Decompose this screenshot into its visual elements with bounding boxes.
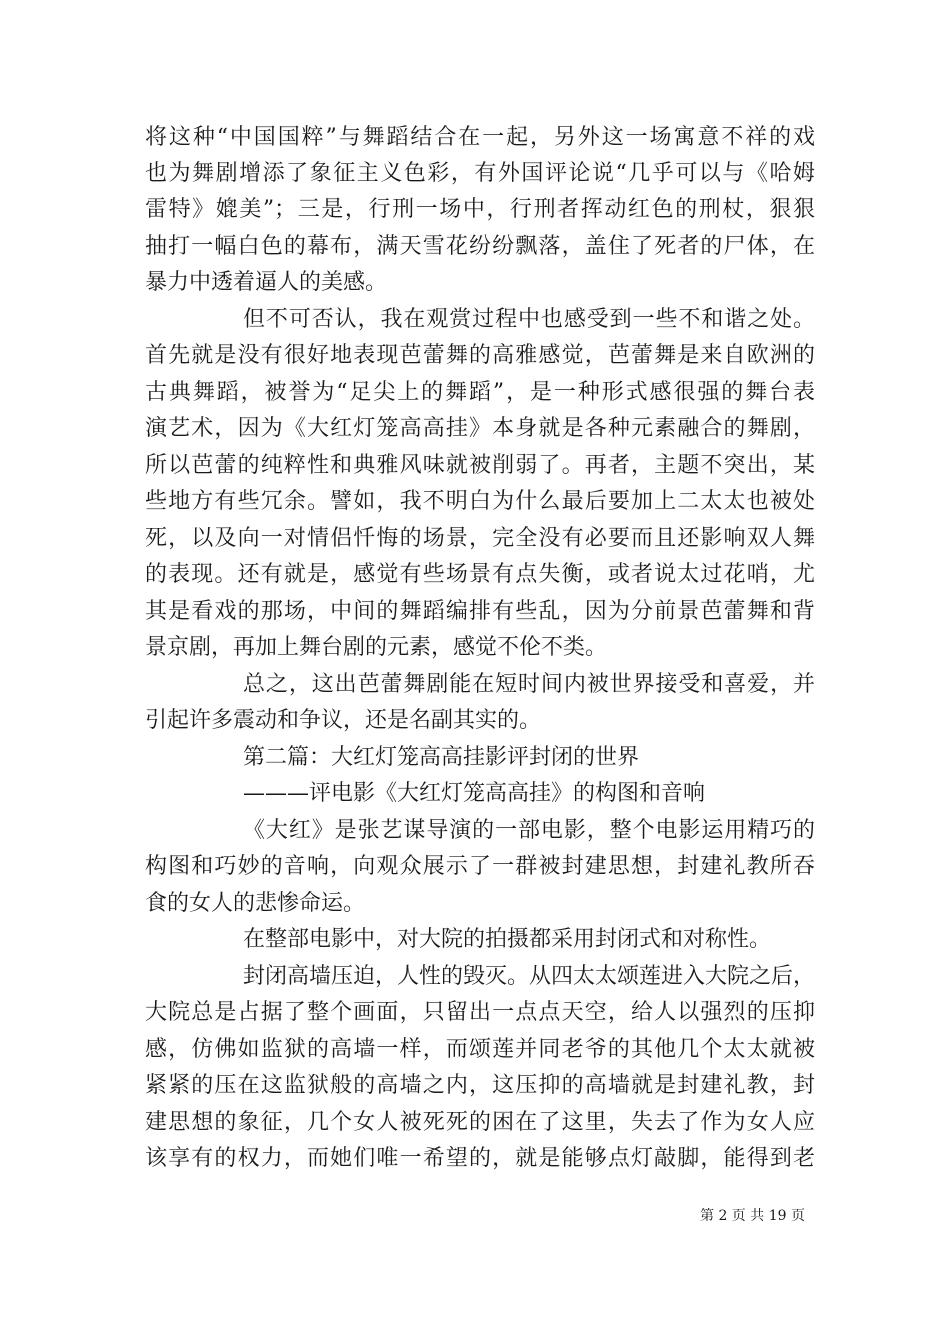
section-subtitle: ———评电影《大红灯笼高高挂》的构图和音响	[243, 781, 706, 806]
paragraph-first-line: 在整部电影中，对大院的拍摄都采用封闭式和对称性。	[243, 927, 772, 952]
text-line: 其是看戏的那场，中间的舞蹈编排有些乱，因为分前景芭蕾舞和背	[145, 599, 815, 624]
text-line: 建思想的象征，几个女人被死死的困在了这里，失去了作为女人应	[145, 1110, 815, 1135]
text-line: 首先就是没有很好地表现芭蕾舞的高雅感觉，芭蕾舞是来自欧洲的	[145, 343, 815, 368]
text-line: 些地方有些冗余。譬如，我不明白为什么最后要加上二太太也被处	[145, 489, 815, 514]
text-line: 构图和巧妙的音响，向观众展示了一群被封建思想，封建礼教所吞	[145, 854, 815, 879]
paragraph-first-line: 封闭高墙压迫，人性的毁灭。从四太太颂莲进入大院之后，	[243, 964, 816, 989]
text-line: 感，仿佛如监狱的高墙一样，而颂莲并同老爷的其他几个太太就被	[145, 1037, 815, 1062]
text-line: 食的女人的悲惨命运。	[145, 891, 366, 916]
text-line: 抽打一幅白色的幕布，满天雪花纷纷飘落，盖住了死者的尸体，在	[145, 234, 815, 259]
text-line: 景京剧，再加上舞台剧的元素，感觉不伦不类。	[145, 635, 608, 660]
paragraph-first-line: 总之，这出芭蕾舞剧能在短时间内被世界接受和喜爱，并	[243, 672, 815, 697]
paragraph-first-line: 《大红》是张艺谋导演的一部电影，整个电影运用精巧的	[243, 818, 815, 843]
text-line: 暴力中透着逼人的美感。	[145, 270, 388, 295]
text-line: 所以芭蕾的纯粹性和典雅风味就被削弱了。再者，主题不突出，某	[145, 453, 815, 478]
text-line: 演艺术，因为《大红灯笼高高挂》本身就是各种元素融合的舞剧，	[145, 416, 815, 441]
text-line: 的表现。还有就是，感觉有些场景有点失衡，或者说太过花哨，尤	[145, 562, 815, 587]
text-line: 紧紧的压在这监狱般的高墙之内，这压抑的高墙就是封建礼教，封	[145, 1073, 815, 1098]
text-line: 雷特》媲美”；三是，行刑一场中，行刑者挥动红色的刑杖，狠狠	[145, 197, 815, 222]
text-line: 该享有的权力，而她们唯一希望的，就是能够点灯敲脚，能得到老	[145, 1146, 815, 1171]
text-line: 将这种“中国国粹”与舞蹈结合在一起，另外这一场寓意不祥的戏	[145, 125, 815, 150]
text-line: 大院总是占据了整个画面，只留出一点点天空，给人以强烈的压抑	[145, 1000, 815, 1025]
text-line: 死，以及向一对情侣忏悔的场景，完全没有必要而且还影响双人舞	[145, 526, 815, 551]
section-title: 第二篇：大红灯笼高高挂影评封闭的世界	[243, 745, 640, 770]
text-line: 也为舞剧增添了象征主义色彩，有外国评论说“几乎可以与《哈姆	[145, 161, 815, 186]
paragraph-first-line: 但不可否认，我在观赏过程中也感受到一些不和谐之处。	[243, 307, 815, 332]
text-line: 古典舞蹈，被誉为“足尖上的舞蹈”，是一种形式感很强的舞台表	[145, 380, 815, 405]
text-line: 引起许多震动和争议，还是名副其实的。	[145, 708, 542, 733]
page-number-footer: 第 2 页 共 19 页	[700, 1208, 805, 1224]
